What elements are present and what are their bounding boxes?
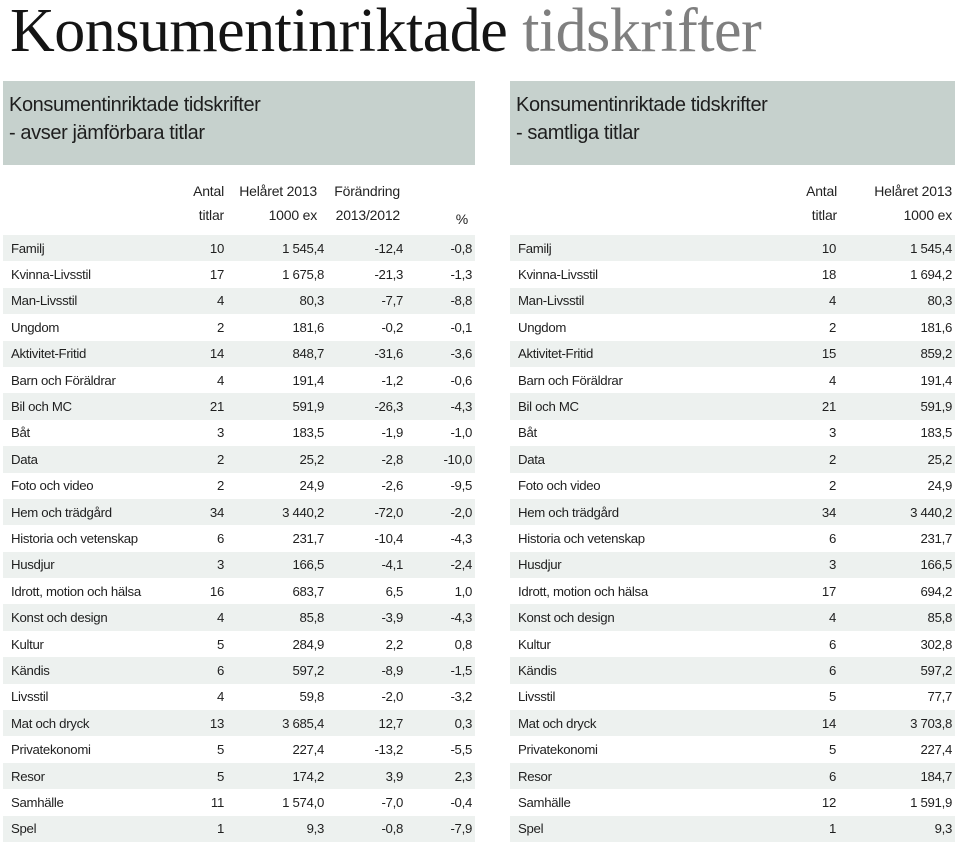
cell-antal: 2 — [828, 319, 836, 335]
table-row — [510, 552, 955, 578]
cell-antal: 6 — [733, 763, 836, 789]
cell-pct: -9,5 — [450, 478, 472, 494]
table-row — [3, 446, 475, 472]
cell-ex: 302,8 — [920, 636, 952, 652]
table-row — [3, 684, 475, 710]
table-row — [3, 314, 475, 340]
table-row — [3, 288, 475, 314]
table-row — [3, 235, 475, 261]
table-row — [3, 710, 475, 736]
cell-antal: 4 — [828, 372, 836, 388]
cell-category: Båt — [11, 425, 30, 441]
cell-antal: 6 — [216, 530, 224, 546]
cell-antal: 6 — [733, 657, 836, 683]
cell-antal: 4 — [153, 604, 224, 630]
cell-category: Livsstil — [518, 689, 556, 705]
cell-category: Bil och MC — [3, 393, 153, 419]
all-titles-table — [510, 235, 955, 842]
cell-category: Kvinna-Livsstil — [11, 267, 91, 283]
cell-ex: 183,5 — [292, 425, 324, 441]
header-antal: Antal — [193, 183, 224, 199]
table-row — [510, 499, 955, 525]
header-1000-ex: 1000 ex — [903, 207, 952, 223]
cell-ex: 80,3 — [224, 288, 324, 314]
cell-ex: 1 591,9 — [910, 794, 952, 810]
table-row — [510, 367, 955, 393]
table-row — [3, 604, 475, 630]
table-row — [3, 499, 475, 525]
cell-category: Aktivitet-Fritid — [510, 341, 733, 367]
cell-category: Man-Livsstil — [3, 288, 153, 314]
cell-antal: 1 — [153, 816, 224, 842]
cell-ex: 85,8 — [224, 604, 324, 630]
page-title-word-1: Konsumentinriktade — [10, 0, 508, 65]
cell-category: Mat och dryck — [510, 710, 733, 736]
cell-ex: 24,9 — [299, 478, 324, 494]
table-row — [3, 789, 475, 815]
cell-ex: 59,8 — [299, 689, 324, 705]
cell-ex: 166,5 — [224, 552, 324, 578]
cell-pct: -3,2 — [450, 689, 472, 705]
table-row — [3, 578, 475, 604]
table-row — [510, 261, 955, 287]
cell-pct: -0,6 — [450, 372, 472, 388]
cell-change: -26,3 — [324, 393, 403, 419]
cell-ex: 181,6 — [292, 319, 324, 335]
cell-ex: 597,2 — [224, 657, 324, 683]
table-row — [510, 789, 955, 815]
cell-antal: 4 — [216, 689, 224, 705]
panel-title: Konsumentinriktade tidskrifter — [9, 94, 261, 116]
header-antal: Antal — [806, 183, 837, 199]
cell-ex: 591,9 — [836, 393, 955, 419]
cell-ex: 231,7 — [920, 530, 952, 546]
cell-antal: 14 — [153, 341, 224, 367]
cell-antal: 3 — [828, 425, 836, 441]
table-row — [3, 816, 475, 842]
cell-antal: 15 — [733, 341, 836, 367]
cell-category: Bil och MC — [510, 393, 733, 419]
cell-category: Livsstil — [11, 689, 49, 705]
cell-category: Foto och video — [11, 478, 94, 494]
cell-category: Familj — [510, 235, 733, 261]
cell-pct: -2,0 — [403, 499, 475, 525]
table-row — [510, 578, 955, 604]
cell-antal: 4 — [216, 372, 224, 388]
cell-antal: 21 — [733, 393, 836, 419]
cell-ex: 597,2 — [836, 657, 955, 683]
cell-ex: 174,2 — [224, 763, 324, 789]
cell-ex: 231,7 — [292, 530, 324, 546]
cell-category: Ungdom — [11, 319, 60, 335]
cell-pct: 2,3 — [403, 763, 475, 789]
table-row — [3, 657, 475, 683]
cell-category: Idrott, motion och hälsa — [518, 583, 648, 599]
cell-pct: 0,3 — [403, 710, 475, 736]
cell-ex: 859,2 — [836, 341, 955, 367]
cell-category: Kultur — [11, 636, 44, 652]
cell-change: 3,9 — [324, 763, 403, 789]
cell-change: -4,1 — [324, 552, 403, 578]
cell-category: Kändis — [510, 657, 733, 683]
cell-category: Kvinna-Livsstil — [518, 267, 598, 283]
cell-antal: 17 — [821, 583, 836, 599]
cell-antal: 14 — [733, 710, 836, 736]
cell-antal: 3 — [733, 552, 836, 578]
cell-category: Privatekonomi — [11, 742, 91, 758]
header-helaret: Helåret 2013 — [874, 183, 952, 199]
cell-ex: 1 675,8 — [282, 267, 324, 283]
cell-category: Man-Livsstil — [510, 288, 733, 314]
cell-antal: 17 — [209, 267, 224, 283]
table-row — [510, 525, 955, 551]
cell-change: -2,0 — [381, 689, 403, 705]
cell-ex: 85,8 — [836, 604, 955, 630]
table-row — [510, 235, 955, 261]
cell-ex: 284,9 — [292, 636, 324, 652]
cell-pct: -0,8 — [403, 235, 475, 261]
cell-antal: 6 — [153, 657, 224, 683]
cell-antal: 4 — [733, 288, 836, 314]
cell-pct: -4,3 — [403, 604, 475, 630]
cell-ex: 80,3 — [836, 288, 955, 314]
cell-pct: -0,4 — [450, 794, 472, 810]
table-row — [510, 314, 955, 340]
cell-antal: 5 — [828, 689, 836, 705]
page-title-word-2: tidskrifter — [522, 0, 762, 65]
cell-category: Data — [510, 446, 733, 472]
table-row — [510, 341, 955, 367]
cell-change: -8,9 — [324, 657, 403, 683]
cell-category: Husdjur — [3, 552, 153, 578]
cell-antal: 5 — [216, 742, 224, 758]
cell-antal: 2 — [153, 446, 224, 472]
cell-category: Aktivitet-Fritid — [3, 341, 153, 367]
cell-ex: 591,9 — [224, 393, 324, 419]
cell-pct: -2,4 — [403, 552, 475, 578]
cell-category: Resor — [3, 763, 153, 789]
cell-pct: -1,0 — [450, 425, 472, 441]
cell-category: Historia och vetenskap — [518, 530, 645, 546]
cell-antal: 11 — [210, 794, 224, 810]
column-headers — [510, 165, 955, 235]
cell-pct: -0,1 — [450, 319, 472, 335]
table-row — [3, 341, 475, 367]
table-row — [3, 525, 475, 551]
cell-antal: 5 — [216, 636, 224, 652]
cell-ex: 191,4 — [920, 372, 952, 388]
header-titlar: titlar — [811, 207, 837, 223]
page-title — [10, 0, 761, 68]
table-row — [510, 763, 955, 789]
cell-change: -2,8 — [324, 446, 403, 472]
cell-ex: 183,5 — [920, 425, 952, 441]
comparable-titles-table — [3, 235, 475, 842]
panel-header — [3, 81, 475, 165]
table-row — [510, 684, 955, 710]
cell-pct: 0,8 — [454, 636, 472, 652]
table-row — [510, 710, 955, 736]
cell-category: Ungdom — [518, 319, 567, 335]
cell-pct: -1,5 — [403, 657, 475, 683]
cell-antal: 34 — [733, 499, 836, 525]
cell-antal: 21 — [153, 393, 224, 419]
header-titlar: titlar — [198, 207, 224, 223]
table-row — [510, 288, 955, 314]
cell-category: Konst och design — [3, 604, 153, 630]
cell-antal: 5 — [828, 742, 836, 758]
cell-change: -72,0 — [324, 499, 403, 525]
cell-category: Resor — [510, 763, 733, 789]
table-row — [510, 446, 955, 472]
cell-pct: -4,3 — [450, 530, 472, 546]
cell-antal: 10 — [153, 235, 224, 261]
cell-category: Kultur — [518, 636, 551, 652]
table-row — [510, 604, 955, 630]
cell-category: Spel — [510, 816, 733, 842]
cell-category: Konst och design — [510, 604, 733, 630]
cell-category: Hem och trädgård — [510, 499, 733, 525]
cell-ex: 1 545,4 — [836, 235, 955, 261]
header-1000-ex: 1000 ex — [268, 207, 317, 223]
cell-pct: -3,6 — [403, 341, 475, 367]
table-row — [3, 261, 475, 287]
cell-ex: 227,4 — [292, 742, 324, 758]
cell-ex: 184,7 — [836, 763, 955, 789]
cell-category: Båt — [518, 425, 537, 441]
cell-antal: 34 — [153, 499, 224, 525]
table-row — [510, 816, 955, 842]
cell-change: 6,5 — [385, 583, 403, 599]
cell-change: -12,4 — [324, 235, 403, 261]
cell-change: -7,0 — [381, 794, 403, 810]
cell-antal: 16 — [209, 583, 224, 599]
cell-category: Samhälle — [518, 794, 571, 810]
cell-antal: 2 — [828, 478, 836, 494]
cell-change: 12,7 — [324, 710, 403, 736]
table-row — [510, 393, 955, 419]
cell-ex: 25,2 — [836, 446, 955, 472]
comparable-titles-panel — [3, 81, 475, 842]
panel-title: Konsumentinriktade tidskrifter — [516, 94, 768, 116]
cell-ex: 694,2 — [920, 583, 952, 599]
cell-antal: 3 — [216, 425, 224, 441]
cell-ex: 1 574,0 — [282, 794, 324, 810]
table-row — [3, 631, 475, 657]
panel-subtitle: - samtliga titlar — [516, 122, 640, 144]
cell-category: Samhälle — [11, 794, 64, 810]
cell-antal: 10 — [733, 235, 836, 261]
cell-category: Barn och Föräldrar — [11, 372, 116, 388]
table-row — [510, 473, 955, 499]
cell-category: Idrott, motion och hälsa — [11, 583, 141, 599]
cell-antal: 18 — [821, 267, 836, 283]
cell-antal: 6 — [828, 636, 836, 652]
cell-ex: 848,7 — [224, 341, 324, 367]
cell-ex: 227,4 — [920, 742, 952, 758]
cell-pct: -4,3 — [403, 393, 475, 419]
table-row — [510, 420, 955, 446]
panel-header — [510, 81, 955, 165]
cell-category: Barn och Föräldrar — [518, 372, 623, 388]
cell-category: Historia och vetenskap — [11, 530, 138, 546]
cell-ex: 3 440,2 — [836, 499, 955, 525]
cell-ex: 25,2 — [224, 446, 324, 472]
cell-change: -0,8 — [324, 816, 403, 842]
cell-category: Foto och video — [518, 478, 601, 494]
table-row — [3, 763, 475, 789]
cell-antal: 5 — [153, 763, 224, 789]
table-row — [3, 736, 475, 762]
cell-pct: 1,0 — [454, 583, 472, 599]
cell-ex: 1 694,2 — [910, 267, 952, 283]
cell-category: Familj — [3, 235, 153, 261]
cell-pct: -10,0 — [403, 446, 475, 472]
cell-antal: 2 — [216, 319, 224, 335]
cell-change: -7,7 — [324, 288, 403, 314]
cell-change: -10,4 — [374, 530, 403, 546]
cell-ex: 3 685,4 — [224, 710, 324, 736]
cell-pct: -8,8 — [403, 288, 475, 314]
all-titles-panel — [510, 81, 955, 842]
cell-change: -3,9 — [324, 604, 403, 630]
cell-ex: 683,7 — [292, 583, 324, 599]
cell-pct: -1,3 — [450, 267, 472, 283]
cell-antal: 6 — [828, 530, 836, 546]
cell-category: Husdjur — [510, 552, 733, 578]
table-row — [3, 473, 475, 499]
cell-ex: 9,3 — [224, 816, 324, 842]
cell-pct: -7,9 — [403, 816, 475, 842]
cell-antal: 2 — [733, 446, 836, 472]
cell-change: -21,3 — [374, 267, 403, 283]
cell-category: Mat och dryck — [3, 710, 153, 736]
table-row — [3, 393, 475, 419]
cell-change: -0,2 — [381, 319, 403, 335]
cell-ex: 3 703,8 — [836, 710, 955, 736]
cell-category: Privatekonomi — [518, 742, 598, 758]
table-row — [510, 631, 955, 657]
header-percent: % — [455, 211, 468, 227]
cell-change: -1,2 — [381, 372, 403, 388]
column-headers — [3, 165, 475, 235]
table-row — [3, 367, 475, 393]
cell-change: 2,2 — [385, 636, 403, 652]
cell-antal: 2 — [216, 478, 224, 494]
cell-pct: -5,5 — [450, 742, 472, 758]
cell-change: -31,6 — [324, 341, 403, 367]
header-period: 2013/2012 — [335, 207, 400, 223]
cell-change: -1,9 — [381, 425, 403, 441]
cell-change: -13,2 — [374, 742, 403, 758]
table-row — [510, 736, 955, 762]
cell-antal: 4 — [153, 288, 224, 314]
table-row — [510, 657, 955, 683]
header-helaret: Helåret 2013 — [239, 183, 317, 199]
cell-ex: 9,3 — [836, 816, 955, 842]
panel-subtitle: - avser jämförbara titlar — [9, 122, 205, 144]
cell-ex: 166,5 — [836, 552, 955, 578]
cell-antal: 3 — [153, 552, 224, 578]
cell-ex: 3 440,2 — [224, 499, 324, 525]
cell-change: -2,6 — [381, 478, 403, 494]
cell-category: Data — [3, 446, 153, 472]
cell-ex: 191,4 — [292, 372, 324, 388]
cell-antal: 12 — [821, 794, 836, 810]
header-forandring: Förändring — [334, 183, 400, 199]
cell-category: Spel — [3, 816, 153, 842]
cell-antal: 4 — [733, 604, 836, 630]
cell-ex: 1 545,4 — [224, 235, 324, 261]
table-row — [3, 552, 475, 578]
cell-ex: 24,9 — [927, 478, 952, 494]
cell-antal: 13 — [153, 710, 224, 736]
cell-antal: 1 — [733, 816, 836, 842]
cell-category: Hem och trädgård — [3, 499, 153, 525]
cell-ex: 181,6 — [920, 319, 952, 335]
cell-category: Kändis — [3, 657, 153, 683]
table-row — [3, 420, 475, 446]
cell-ex: 77,7 — [927, 689, 952, 705]
